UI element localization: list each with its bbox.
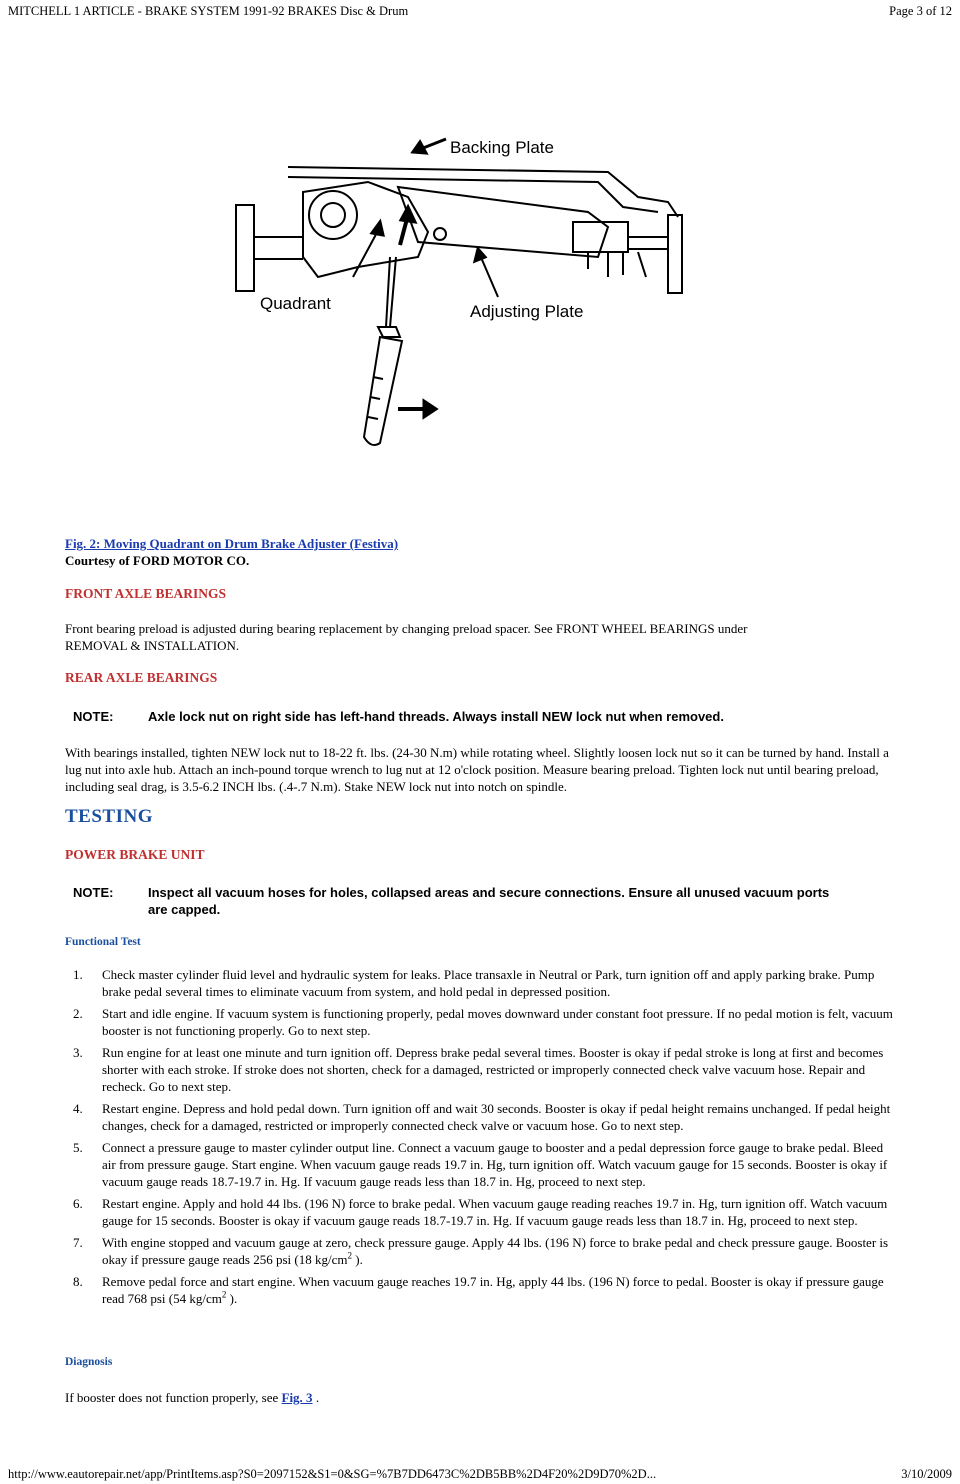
list-item: 7. With engine stopped and vacuum gauge at zero, check pressure gauge. Apply 44 lbs. (196 N) force to brake pedal and check pressure gauge. Booster is okay if pressure gauge reads 256 psi (18 $kg/cm^2$ ). <box>73 1235 889 1267</box>
note-text: Inspect all vacuum hoses for holes, collapsed areas and secure connections. Ensure all unused vacuum ports are capped. <box>148 885 830 917</box>
print-date: 3/10/2009 <box>901 1467 952 1481</box>
functional-test-steps <box>65 966 897 1312</box>
page-footer <box>8 1466 952 1482</box>
rear-axle-heading: REAR AXLE BEARINGS <box>65 670 218 685</box>
fig-3-link[interactable]: Fig. 3 <box>281 1390 313 1405</box>
note-text: Axle lock nut on right side has left-hand threads. Always install NEW lock nut when removed. <box>148 709 724 724</box>
page-header <box>8 3 952 19</box>
testing-heading: TESTING <box>65 806 153 827</box>
list-item: 5. Connect a pressure gauge to master cylinder output line. Connect a vacuum gauge to booster and a pedal depression force gauge to brake pedal. Bleed air from pressure gauge. Start engine. When vacuum gauge reads 19.7 in. Hg, turn ignition off. Watch vacuum gauge for 15 seconds. Booster is okay if vacuum gauge reads 18.7-19.7 in. Hg. If vacuum gauge reads less than 18.7 in. Hg, proceed to next step. <box>73 1140 888 1189</box>
diagnosis-text: If booster does not function properly, see Fig. 3 . <box>65 1390 320 1405</box>
list-item: 3. Run engine for at least one minute and turn ignition off. Depress brake pedal several times. Booster is okay if pedal stroke is long at first and becomes shorter with each stroke. If stroke does not shorten, check for a damaged, restricted or improperly connected check valve vacuum hose. Repair and recheck. Go to next step. <box>73 1045 884 1094</box>
rear-axle-text: With bearings installed, tighten NEW lock nut to 18-22 ft. lbs. (24-30 N.m) while rotating wheel. Slightly loosen lock nut so it can be turned by hand. Install a lug nut into axle hub. Attach an inch-pound torque wrench to lug nut at 12 o'clock position. Measure bearing preload. Tighten lock nut until bearing preload, including seal drag, is 3.5-6.2 INCH lbs. (.4-.7 N.m). Stake NEW lock nut into notch on spindle. <box>65 745 889 794</box>
power-brake-heading: POWER BRAKE UNIT <box>65 847 205 862</box>
power-brake-note <box>65 884 895 918</box>
front-axle-text: Front bearing preload is adjusted during bearing replacement by changing preload spacer. See FRONT WHEEL BEARINGS under REMOVAL & INSTALLATION. <box>65 621 748 653</box>
list-item: 2. Start and idle engine. If vacuum system is functioning properly, pedal moves downward under constant foot pressure. If no pedal motion is felt, vacuum booster is not functioning properly. Go to next step. <box>73 1006 893 1038</box>
figure-courtesy: Courtesy of FORD MOTOR CO. <box>65 553 250 568</box>
article-title: MITCHELL 1 ARTICLE - BRAKE SYSTEM 1991-92 BRAKES Disc & Drum <box>8 4 409 18</box>
front-axle-heading: FRONT AXLE BEARINGS <box>65 586 227 601</box>
fig-2-link[interactable]: Fig. 2: Moving Quadrant on Drum Brake Adjuster (Festiva) <box>65 536 399 551</box>
list-item: 4. Restart engine. Depress and hold pedal down. Turn ignition off and wait 30 seconds. Booster is okay if pedal height remains unchanged. If pedal height changes, check for a damaged, restricted or improperly connected check valve or vacuum hose. Go to next step. <box>73 1101 891 1133</box>
page-number: Page 3 of 12 <box>889 4 952 18</box>
source-url: http://www.eautorepair.net/app/PrintItems.asp?S0=2097152&S1=0&SG=%7B7DD6473C%2DB5BB%2D4F20%2D9D70%2D... <box>8 1467 657 1481</box>
diagnosis-heading: Diagnosis <box>65 1356 113 1368</box>
functional-test-heading: Functional Test <box>65 936 141 948</box>
adjusting-plate-label: Adjusting Plate <box>470 302 584 321</box>
note-label: NOTE: <box>73 885 114 900</box>
list-item: 8. Remove pedal force and start engine. When vacuum gauge reaches 19.7 in. Hg, apply 44 lbs. (196 N) force to pedal. Booster is okay if pressure gauge read 768 psi (54 $kg/cm^2$ ). <box>73 1274 884 1306</box>
backing-plate-label: Backing Plate <box>450 138 554 157</box>
figure-caption <box>65 535 398 569</box>
quadrant-label: Quadrant <box>260 294 331 313</box>
rear-axle-note <box>65 708 895 726</box>
drum-brake-adjuster-figure <box>168 127 688 467</box>
list-item: 6. Restart engine. Apply and hold 44 lbs. (196 N) force to brake pedal. When vacuum gauge reading reaches 19.7 in. Hg, turn ignition off. Watch vacuum gauge for 15 seconds. Booster is okay if vacuum gauge reads 18.7-19.7 in. Hg. If vacuum gauge reads less than 18.7 in. Hg, proceed to next step. <box>73 1196 888 1228</box>
list-item: 1. Check master cylinder fluid level and hydraulic system for leaks. Place transaxle in Neutral or Park, turn ignition off and apply parking brake. Pump brake pedal several times to eliminate vacuum from system, and hold pedal in depressed position. <box>73 967 875 999</box>
note-label: NOTE: <box>73 709 114 724</box>
